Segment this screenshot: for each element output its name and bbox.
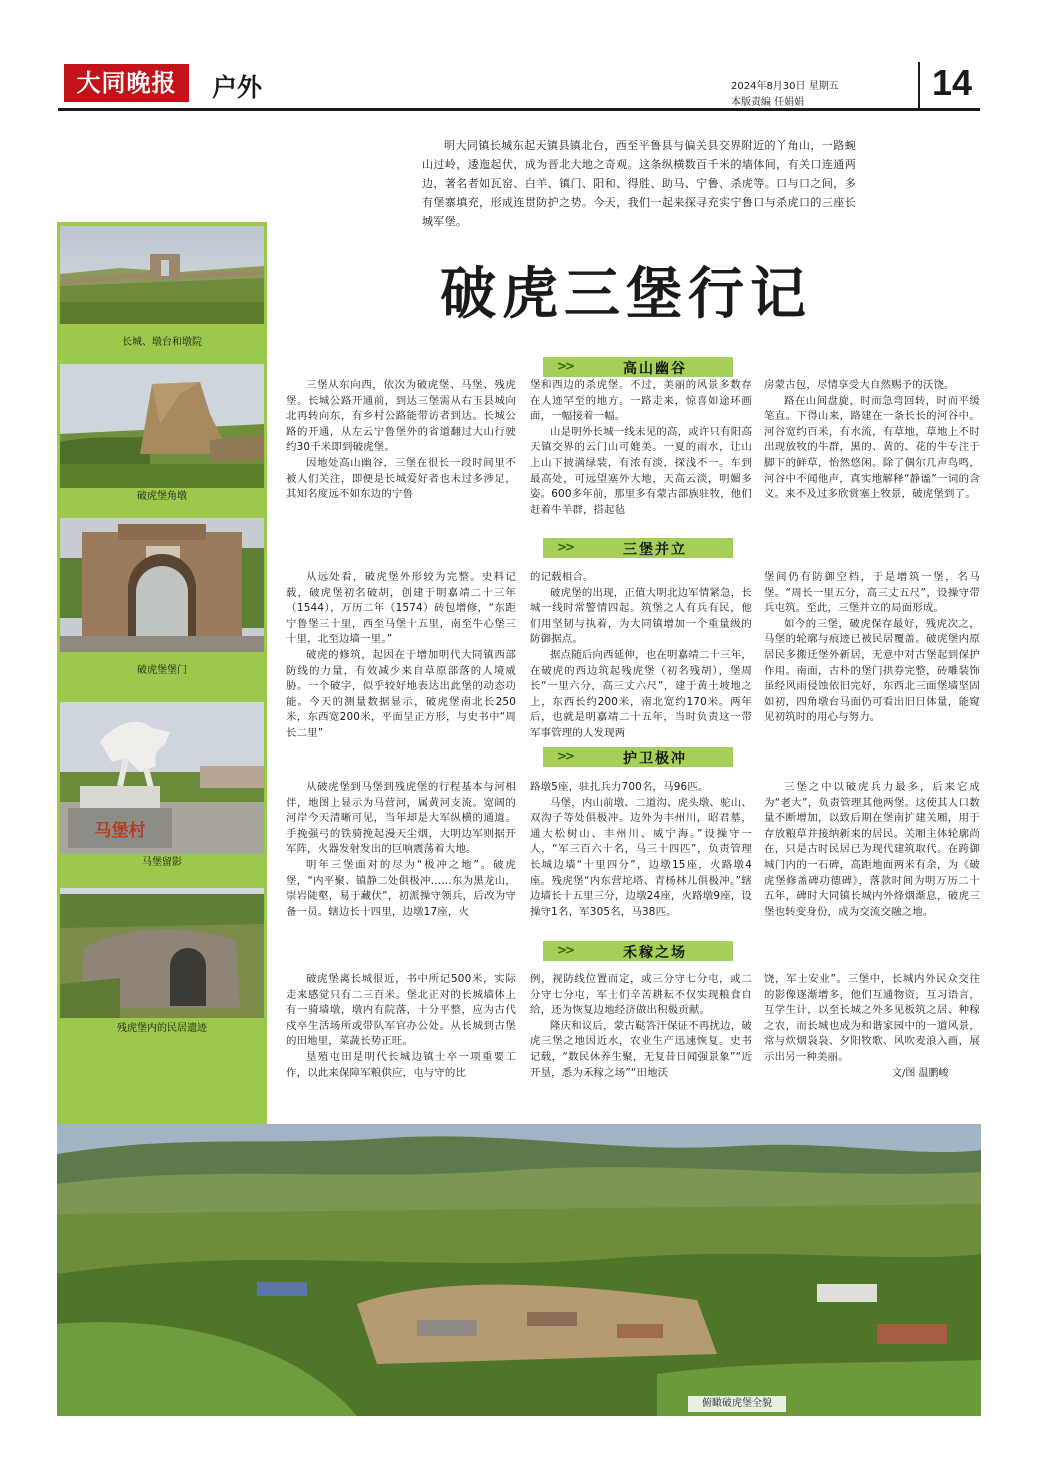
section-title-1: 高山幽谷 <box>623 361 687 377</box>
section-2-col-1 <box>286 570 516 742</box>
section-head-1 <box>543 357 733 377</box>
section-3-col-3 <box>764 780 980 920</box>
intro-paragraph: 明大同镇长城东起天镇县镇北台，西至平鲁县与偏关县交界附近的丫角山，一路蜿山过岭，逶迤起伏，成为晋北大地之奇观。这条纵横数百千米的墙体间，有关口连通两边，著名者如瓦窑、白羊、镇门、阳和、得胜、助马、宁鲁、杀虎等。口与口之间，多有堡寨填充，形成连贯防护之势。今天，我们一起来探寻充实宁鲁口与杀虎口的三座长城军堡。 <box>422 139 856 228</box>
caption-photo-5: 残虎堡内的民居遗迹 <box>117 1023 207 1034</box>
caption-photo-1: 长城、墩台和墩院 <box>122 337 202 348</box>
photo-wall-watchtower <box>60 226 264 324</box>
section-head-4 <box>543 941 733 961</box>
section-4-col-1 <box>286 972 516 1081</box>
section-title-3: 护卫极冲 <box>623 751 687 767</box>
statue-sign: 马堡村 <box>94 821 146 841</box>
paragraph: 隆庆和议后，蒙古鞑答汗保证不再扰边，破虎三堡之地因近水，农业生产迅速恢复。史书记载，“数民休养生聚，无复昔日闻强景象”“近开垦，悉为禾稼之场”“田地沃 <box>530 1019 752 1079</box>
paragraph: 明年三堡面对的尽为“极冲之地”。破虎堡，“内平聚、镇静二处俱极冲……东为黑龙山，崇岩陡壑，易于藏伏”，初派操守领兵，后改为守备一员。辖边长十四里，边墩17座，火 <box>286 858 516 918</box>
section-head-3 <box>543 747 733 767</box>
double-chevron-icon: >> <box>557 943 574 957</box>
photo-fort-gate <box>60 518 264 652</box>
section-1-col-2 <box>530 378 752 518</box>
paragraph: 如今的三堡，破虎保存最好，残虎次之，马堡的轮廓与痕迹已被民居覆盖。破虎堡内原居民多搬迁堡外新居，无意中对古堡起到保护作用。南面，古朴的堡门拱券完整，砖雕装饰虽经风雨侵蚀依旧完好，东西北三面堡墙坚固如初，四角墩台马面仍可看出旧日体量，能窥见初筑时的用心与努力。 <box>764 617 980 724</box>
photo-corner-tower <box>60 364 264 488</box>
section-name: 户外 <box>212 73 263 102</box>
paragraph: 山是明外长城一线未见的高，或许只有阳高天镇交界的云门山可媲美。一夏的雨水，让山上山下披满绿装，有浓有淡，探浅不一。车到最高处，可远望塞外大地，天高云淡，明媚多姿。600多年前，那里多有蒙古部族驻牧，他们赶着牛羊群，搭起毡 <box>530 425 752 516</box>
paragraph: 因地处高山幽谷，三堡在很长一段时间里不被人们关注，即便是长城爱好者也未过多涉足，其知名度远不如东边的宁鲁 <box>286 456 516 501</box>
section-3-col-1 <box>286 780 516 920</box>
section-title-2: 三堡并立 <box>623 542 687 558</box>
section-title-4: 禾稼之场 <box>623 945 687 961</box>
double-chevron-icon: >> <box>557 540 574 554</box>
paragraph: 马堡，内山前墩、二道沟、虎头墩、驼山、双沟子等处俱极冲。边外为丰州川，昭君墓，通大松树山、丰州川、威宁海。”设操守一人，“军三百六十名，马三十四匹”，负责管理长城边墙“十里四分”，边墩15座，火路墩4座。残虎堡“内东营坨塔、青杨林儿俱极冲。”辖边墙长十五里三分，边墩24座，火路墩9座，设操守1名，军305名，马38匹。 <box>530 796 752 918</box>
paragraph: 堡间仍有防御空档，于是增筑一堡，名马堡。“周长一里五分，高三丈五尺”，设操守带兵屯筑。至此，三堡并立的局面形成。 <box>764 571 980 615</box>
double-chevron-icon: >> <box>557 359 574 373</box>
paragraph: 例，视防线位置而定，或三分守七分屯，或二分守七分屯，军士们辛苦耕耘不仅实现粮食自给，还为恢复边地经济做出积极贡献。 <box>530 973 752 1017</box>
paragraph: 三堡之中以破虎兵力最多，后来它成为“老大”，负责管理其他两堡。这使其人口数量不断增加，以致后期在堡南扩建关厢，用于存放粮草并接纳新来的居民。关厢主体轮廓尚在，只是古时民居已为现代建筑取代。在跨御城门内的一石碑，高距地面两米有余，为《破虎堡修盖碑功德碑》，落款时间为明万历二十五年，碑时大同镇长城内外烽烟渐息，破虎三堡也转变身份，成为交流交融之地。 <box>764 781 980 918</box>
section-4-col-2 <box>530 972 752 1081</box>
section-2-col-3 <box>764 570 980 726</box>
paragraph: 据点随后向西延伸，也在明嘉靖二十三年，在破虎的西边筑起残虎堡（初名残胡），堡周长“一里六分，高三丈六尺”，建于黄土坡地之上，东西长约200米，南北宽约170米。两年后，也就是明嘉靖二十五年，当时负责这一带军事管理的人发现两 <box>530 648 752 739</box>
photo-sidebar <box>57 222 267 1126</box>
caption-panorama: 俯瞰破虎堡全貌 <box>688 1396 786 1412</box>
page-number: 14 <box>932 62 973 103</box>
paragraph: 破虎堡离长城很近，书中所记500米，实际走来感觉只有二三百米。堡北正对的长城墙体上有一骑墙墩，墩内有院落，十分平整，应为古代戍卒生活场所或带队军官办公处。从长城到古堡的田地里，菜蔬长势正旺。 <box>286 973 516 1048</box>
paragraph: 从破虎堡到马堡到残虎堡的行程基本与河相伴，地图上显示为马营河，属黄河支流。宽阔的河岸今天清晰可见，当年却是大军纵横的通道。手挽强弓的铁骑挽起漫天尘烟，大明边军则据开军阵，火器发射发出的巨响震荡着大地。 <box>286 781 516 856</box>
paragraph: 路在山间盘旋，时而急弯回转，时而平缓笔直。下得山来，路建在一条长长的河谷中。河谷宽约百米，有水流，有草地，草地上不时出现放牧的牛群，黑的、黄的、花的牛专注于脚下的鲜草，怡然悠闲。除了偶尔几声鸟鸣，河谷中不闻他声，真实地解释“静谧”一词的含义。来不及过多欣赏塞上牧景，破虎堡到了。 <box>764 394 980 501</box>
section-1-col-1 <box>286 378 516 503</box>
section-2-col-2 <box>530 570 752 742</box>
section-head-2 <box>543 538 733 558</box>
header-rule <box>58 108 980 111</box>
caption-photo-3: 破虎堡堡门 <box>137 665 187 676</box>
photo-panorama <box>57 1124 981 1416</box>
section-3-col-2 <box>530 780 752 920</box>
paragraph: 房蒙古包，尽情享受大自然赐予的沃饶。 <box>764 379 955 391</box>
photo-dwelling-ruins <box>60 888 264 1018</box>
section-1-col-3 <box>764 378 980 503</box>
paragraph: 路墩5座，驻扎兵力700名，马96匹。 <box>530 781 709 793</box>
paragraph: 垦殖屯田是明代长城边镇士卒一项重要工作，以此来保障军粮供应，屯与守的比 <box>286 1050 516 1079</box>
photo-horse-statue <box>60 702 264 854</box>
paragraph: 破虎堡的出现，正值大明北边军情紧急，长城一线时常警情四起。筑堡之人有兵有民，他们用坚韧与执着，为大同镇增加一个重量级的防御据点。 <box>530 586 752 646</box>
section-4-col-3 <box>764 972 980 1066</box>
caption-photo-4: 马堡留影 <box>142 857 182 868</box>
newspaper-logo: 大同晚报 <box>64 64 189 102</box>
paragraph: 破虎的修筑，起因在于增加明代大同镇西部防线的力量，有效减少来自草原部落的人境威胁。一个破字，似乎较好地表达出此堡的动态功能。今天的测量数据显示，破虎堡南北长250米，东西宽200米，平面呈正方形，与史书中“周长二里” <box>286 648 516 739</box>
page-editor: 本版责编 任娟娟 <box>731 97 805 108</box>
paragraph: 三堡从东向西，依次为破虎堡、马堡、残虎堡。长城公路开通前，到达三堡需从右玉县城向北再转向东，有乡村公路能带访者到达。长城公路的开通，从左云宁鲁堡外的省道翻过大山行驶约30千米即到破虎堡。 <box>286 379 516 454</box>
paragraph: 堡和西边的杀虎堡。不过，美丽的风景多数存在人迹罕至的地方。一路走来，惊喜如途环画面，一幅接着一幅。 <box>530 379 752 423</box>
paragraph: 的记载相合。 <box>530 571 594 583</box>
byline: 文/图 温鹏峻 <box>892 1068 949 1079</box>
paragraph: 从远处看，破虎堡外形较为完整。史料记载，破虎堡初名破胡，创建于明嘉靖二十三年（1544），万历二年（1574）砖包增修，“东距宁鲁堡三十里，西至马堡十五里，南至牛心堡三十里，北至边墙一里。” <box>286 571 516 646</box>
caption-photo-2: 破虎堡角墩 <box>137 491 187 502</box>
paragraph: 饶，军士安业”。三堡中，长城内外民众交往的影像逐渐增多，他们互通物资，互习语言，互学生计，以至长城之外多见板筑之居、种稼之农，而长城也成为和谐家园中的一道风景，常与炊烟袅袅、夕阳牧歌、风吹麦浪入画，展示出另一种美丽。 <box>764 973 980 1063</box>
header-divider <box>918 62 920 110</box>
article-title: 破虎三堡行记 <box>440 261 812 327</box>
double-chevron-icon: >> <box>557 749 574 763</box>
issue-date: 2024年8月30日 星期五 <box>731 81 839 92</box>
